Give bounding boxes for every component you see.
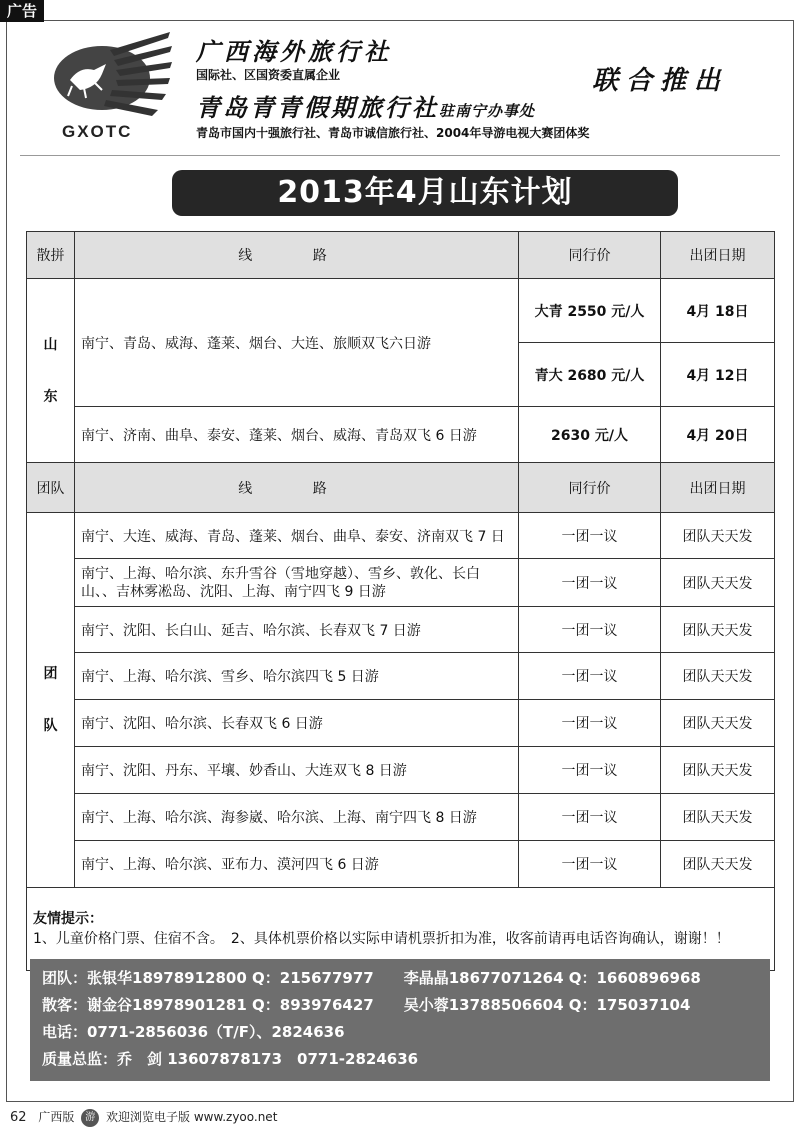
company2-name-main: 青岛青青假期旅行社 (196, 93, 439, 122)
col-route-header: 线 路 (75, 232, 519, 279)
col-date-header: 出团日期 (661, 232, 775, 279)
price-cell: 一团一议 (519, 513, 661, 559)
col-type-header: 散拼 (27, 232, 75, 279)
table-row (27, 794, 775, 841)
header-divider (20, 155, 780, 156)
section2-header (27, 463, 775, 513)
date-cell: 团队天天发 (661, 559, 775, 607)
contact-individual: 散客：谢金谷18978901281 Q：893976427 吴小蓉13788506604 Q：175037104 (42, 996, 691, 1014)
price-cell: 青大 2680 元/人 (519, 343, 661, 407)
date-cell: 团队天天发 (661, 513, 775, 559)
company2-subtitle: 青岛市国内十强旅行社、青岛市诚信旅行社、2004年导游电视大赛团体奖 (196, 126, 590, 140)
table-row (27, 747, 775, 794)
ad-tag: 广告 (0, 0, 44, 22)
logo-text: GXOTC (62, 122, 133, 141)
date-cell: 团队天天发 (661, 747, 775, 794)
date-cell: 4月 12日 (661, 343, 775, 407)
price-cell: 一团一议 (519, 607, 661, 653)
table-row (27, 653, 775, 700)
company2-suffix: 驻南宁办事处 (439, 102, 536, 120)
contact-box (30, 959, 770, 1081)
date-cell: 4月 20日 (661, 407, 775, 463)
joint-launch-text: 联合推出 (592, 66, 729, 96)
page-footer (10, 1108, 277, 1127)
date-cell: 团队天天发 (661, 607, 775, 653)
table-row (27, 700, 775, 747)
company1-name: 广西海外旅行社 (196, 37, 392, 66)
tips-title: 友情提示： (33, 911, 103, 927)
price-cell: 一团一议 (519, 841, 661, 888)
route-cell: 南宁、沈阳、长白山、延吉、哈尔滨、长春双飞 7 日游 (75, 607, 519, 653)
company2-name (196, 88, 535, 123)
side-char: 山 (43, 336, 58, 353)
col-type-header: 团队 (27, 463, 75, 513)
table-row (27, 513, 775, 559)
page-number: 62 (10, 1110, 27, 1125)
contact-team: 团队：张银华18978912800 Q：215677977 李晶晶18677071264 Q：1660896968 (42, 969, 701, 987)
col-date-header: 出团日期 (661, 463, 775, 513)
date-cell: 团队天天发 (661, 700, 775, 747)
price-cell: 一团一议 (519, 653, 661, 700)
contact-phone: 电话：0771-2856036（T/F）、2824636 (42, 1023, 345, 1041)
table-row (27, 559, 775, 607)
route-cell: 南宁、上海、哈尔滨、雪乡、哈尔滨四飞 5 日游 (75, 653, 519, 700)
date-cell: 团队天天发 (661, 653, 775, 700)
route-cell: 南宁、济南、曲阜、泰安、蓬莱、烟台、威海、青岛双飞 6 日游 (75, 407, 519, 463)
side-label-shandong (27, 279, 75, 463)
contact-quality-director: 质量总监：乔 剑 13607878173 0771-2824636 (42, 1050, 419, 1068)
route-cell: 南宁、沈阳、哈尔滨、长春双飞 6 日游 (75, 700, 519, 747)
date-cell: 团队天天发 (661, 841, 775, 888)
side-char: 队 (43, 718, 58, 734)
price-cell: 一团一议 (519, 700, 661, 747)
company1-subtitle: 国际社、区国资委直属企业 (196, 68, 341, 82)
tips-text: 1、儿童价格门票、住宿不含。 2、具体机票价格以实际申请机票折扣为准，收客前请再电话咨询确认，谢谢！！ (33, 931, 730, 947)
route-cell: 南宁、沈阳、丹东、平壤、妙香山、大连双飞 8 日游 (75, 747, 519, 794)
section1-header (27, 232, 775, 279)
tour-plan-table (26, 231, 775, 971)
side-char: 团 (43, 666, 58, 682)
price-cell: 2630 元/人 (519, 407, 661, 463)
price-cell: 一团一议 (519, 794, 661, 841)
price-cell: 一团一议 (519, 559, 661, 607)
date-cell: 团队天天发 (661, 794, 775, 841)
route-cell: 南宁、青岛、威海、蓬莱、烟台、大连、旅顺双飞六日游 (75, 279, 519, 407)
price-cell: 一团一议 (519, 747, 661, 794)
price-cell: 大青 2550 元/人 (519, 279, 661, 343)
side-char: 东 (43, 388, 58, 405)
date-cell: 4月 18日 (661, 279, 775, 343)
col-price-header: 同行价 (519, 232, 661, 279)
side-label-team (27, 513, 75, 888)
route-cell: 南宁、上海、哈尔滨、海参崴、哈尔滨、上海、南宁四飞 8 日游 (75, 794, 519, 841)
route-cell: 南宁、上海、哈尔滨、亚布力、漠河四飞 6 日游 (75, 841, 519, 888)
col-price-header: 同行价 (519, 463, 661, 513)
section-name: 广西版 (38, 1110, 75, 1124)
col-route-header: 线 路 (75, 463, 519, 513)
route-cell: 南宁、上海、哈尔滨、东升雪谷（雪地穿越）、雪乡、敦化、长白山、、吉林雾凇岛、沈阳、上海、南宁四飞 9 日游 (75, 559, 519, 607)
zyoo-badge-icon: 游 (81, 1109, 99, 1127)
table-row (27, 279, 775, 343)
plan-banner: 2013年4月山东计划 (172, 170, 678, 216)
table-row (27, 407, 775, 463)
table-row (27, 841, 775, 888)
table-row (27, 607, 775, 653)
route-cell: 南宁、大连、威海、青岛、蓬莱、烟台、曲阜、泰安、济南双飞 7 日 (75, 513, 519, 559)
website-text: 欢迎浏览电子版 www.zyoo.net (106, 1110, 278, 1124)
